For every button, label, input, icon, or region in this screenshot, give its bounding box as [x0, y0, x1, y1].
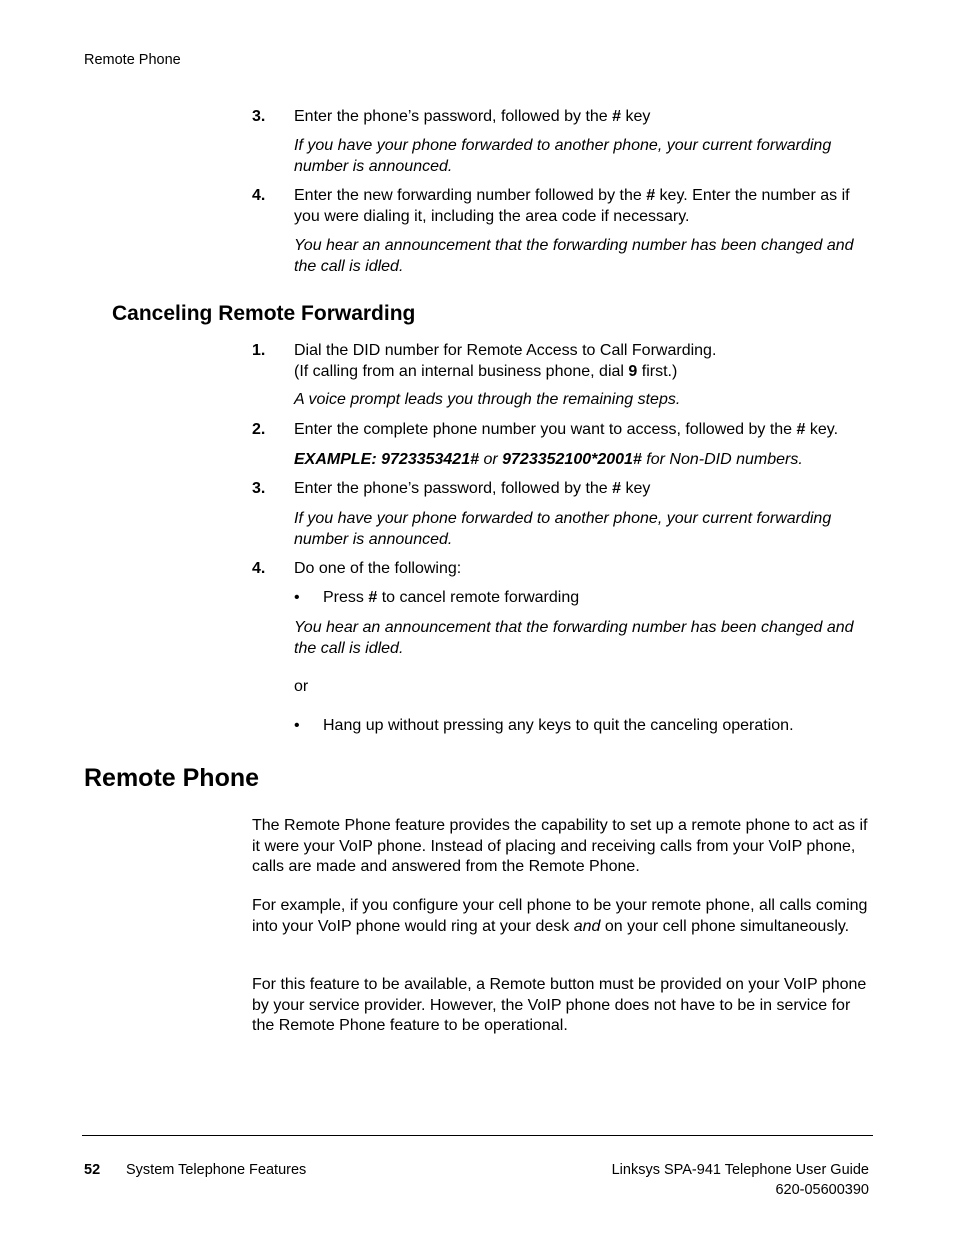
- paragraph-2: For example, if you configure your cell phone to be your remote phone, all calls coming into your VoIP phone would ring at your desk and on your cell phone simultaneously.: [252, 897, 868, 935]
- pound-key: #: [612, 108, 622, 125]
- pound-key: #: [646, 187, 656, 204]
- step-number: 3.: [252, 108, 266, 125]
- digit-key: 9: [628, 362, 638, 380]
- step-number: 1.: [252, 342, 266, 359]
- bullet-text: Press # to cancel remote forwarding: [323, 589, 580, 606]
- step-note: A voice prompt leads you through the remaining steps.: [294, 391, 681, 408]
- step-note: You hear an announcement that the forwarding number has been changed and the call is idled.: [294, 619, 854, 657]
- pound-key: #: [612, 480, 622, 497]
- bullet-glyph: •: [294, 717, 300, 734]
- footer-chapter: System Telephone Features: [126, 1162, 307, 1178]
- example-note: EXAMPLE: 9723353421# or 9723352100*2001# for Non-DID numbers.: [294, 451, 803, 468]
- step-note: You hear an announcement that the forwarding number has been changed and the call is idled.: [294, 237, 854, 275]
- running-header: Remote Phone: [84, 52, 181, 68]
- step-text: Enter the phone’s password, followed by the # key: [294, 108, 651, 125]
- step-number: 3.: [252, 480, 266, 497]
- step-note: If you have your phone forwarded to another phone, your current forwarding number is announced.: [294, 137, 832, 175]
- step-number: 2.: [252, 421, 266, 438]
- step-number: 4.: [252, 187, 266, 204]
- section-heading-remote-phone: Remote Phone: [84, 764, 260, 792]
- bullet-text: Hang up without pressing any keys to quit the canceling operation.: [323, 717, 794, 734]
- paragraph-1: The Remote Phone feature provides the capability to set up a remote phone to act as if it were your VoIP phone. Instead of placing and receiving calls from your VoIP phone, calls are made and answered from the Remote Phone.: [252, 817, 868, 875]
- step-number: 4.: [252, 560, 266, 577]
- section-heading-canceling: Canceling Remote Forwarding: [112, 302, 416, 325]
- step-text: Enter the phone’s password, followed by the # key: [294, 480, 651, 497]
- step-text: Dial the DID number for Remote Access to Call Forwarding. (If calling from an internal business phone, dial 9 first.): [294, 342, 717, 380]
- step-text: Do one of the following:: [294, 560, 462, 577]
- step-text: Enter the complete phone number you want to access, followed by the # key.: [294, 421, 839, 438]
- page-number: 52: [84, 1162, 101, 1178]
- or-text: or: [294, 678, 309, 695]
- footer-doc-number: 620-05600390: [775, 1182, 869, 1198]
- footer-guide-title: Linksys SPA-941 Telephone User Guide: [611, 1162, 869, 1178]
- bullet-glyph: •: [294, 589, 300, 606]
- step-text: Enter the new forwarding number followed by the # key. Enter the number as if you were dialing it, including the area code if necessary.: [294, 187, 850, 225]
- paragraph-3: For this feature to be available, a Remote button must be provided on your VoIP phone by your service provider. However, the VoIP phone does not have to be in service for the Remote Phone feature to be operational.: [252, 976, 867, 1034]
- footer-rule: [82, 1135, 873, 1136]
- pound-key: #: [796, 421, 806, 438]
- pound-key: #: [368, 589, 378, 606]
- step-note: If you have your phone forwarded to another phone, your current forwarding number is announced.: [294, 510, 832, 548]
